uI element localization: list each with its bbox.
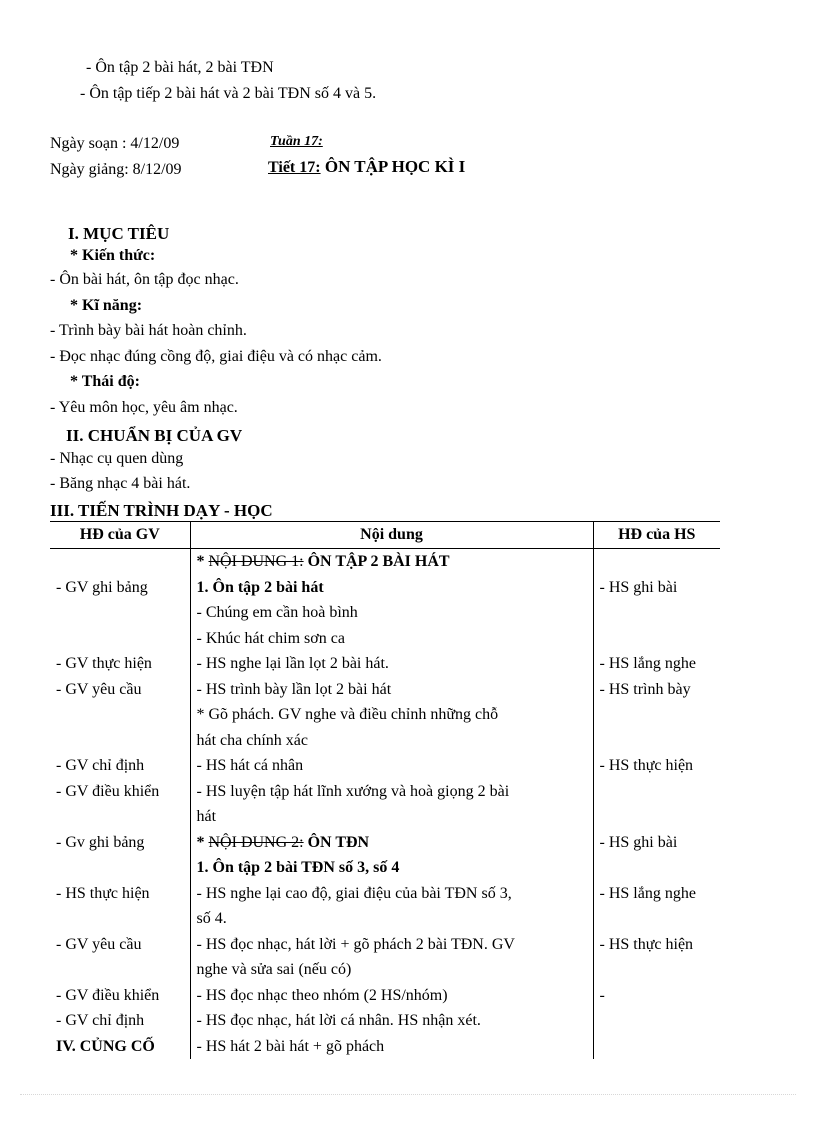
table-row: [50, 1008, 720, 1034]
table-row: [50, 600, 720, 626]
attitude-label: * Thái độ:: [70, 373, 140, 390]
table-row: [50, 855, 720, 881]
content-cell: * Gõ phách. GV nghe và điều chỉnh những chỗ: [190, 702, 593, 728]
table-row: [50, 728, 720, 754]
table-row: [50, 830, 720, 856]
hs-cell: - HS thực hiện: [599, 757, 694, 774]
skills-item-2: - Đọc nhạc đúng cồng độ, giai điệu và có nhạc cảm.: [50, 348, 382, 365]
hs-cell: - HS lắng nghe: [599, 884, 696, 902]
table-row: [50, 549, 720, 575]
col-header-hs: HĐ của HS: [593, 522, 720, 549]
hs-cell: - HS trình bày: [599, 680, 691, 698]
gv-cell: [50, 702, 190, 728]
hs-cell: [593, 549, 720, 575]
gv-cell: [50, 600, 190, 626]
tiet-label: Tiết 17:: [268, 159, 321, 176]
table-row: [50, 677, 720, 703]
skills-item-1: - Trình bày bài hát hoàn chỉnh.: [50, 322, 247, 339]
tuan-label: Tuần 17:: [270, 134, 323, 149]
gv-cell: [50, 626, 190, 652]
content-cell: hát: [190, 804, 593, 830]
hs-cell: [593, 728, 720, 754]
table-row: [50, 957, 720, 983]
gv-cell: - GV chỉ định: [50, 753, 190, 779]
content-cell: 1. Ôn tập 2 bài hát: [190, 575, 593, 601]
hs-cell: - HS thực hiện: [599, 935, 694, 953]
hs-cell: [593, 702, 720, 728]
table-row: [50, 881, 720, 907]
content-cell: - HS nghe lại cao độ, giai điệu của bài TĐN số 3,: [190, 881, 593, 907]
knowledge-label: * Kiến thức:: [70, 247, 156, 264]
ngay-soan: Ngày soạn : 4/12/09: [50, 135, 180, 152]
gv-cell: - GV yêu cầu: [50, 932, 190, 958]
gv-cell: - GV thực hiện: [50, 651, 190, 677]
table-row: [50, 1034, 720, 1060]
section-label: NỘI DUNG 2:: [208, 833, 304, 851]
gv-cell: [50, 728, 190, 754]
gv-cell: - GV điều khiển: [50, 779, 190, 805]
tiet-heading: [268, 157, 465, 178]
content-cell: - HS luyện tập hát lĩnh xướng và hoà giọng 2 bài: [190, 779, 593, 805]
hs-cell: [593, 626, 720, 652]
intro-line-2: - Ôn tập tiếp 2 bài hát và 2 bài TĐN số 4 và 5.: [80, 85, 377, 102]
gv-cell: [50, 957, 190, 983]
gv-cell: - Gv ghi bảng: [50, 830, 190, 856]
content-cell: số 4.: [190, 906, 593, 932]
section-title: ÔN TĐN: [303, 833, 370, 851]
gv-cell: - GV yêu cầu: [50, 677, 190, 703]
gv-cell: - GV ghi bảng: [50, 575, 190, 601]
table-header-row: [50, 522, 720, 549]
gv-cell: - HS thực hiện: [50, 881, 190, 907]
hs-cell: [593, 855, 720, 881]
hs-cell: - HS ghi bài: [599, 578, 678, 596]
gv-cell: - GV điều khiển: [50, 983, 190, 1009]
tiet-title: ÔN TẬP HỌC KÌ I: [320, 157, 466, 176]
col-header-content: Nội dung: [190, 522, 593, 549]
table-row: [50, 651, 720, 677]
table-row: [50, 932, 720, 958]
preparation-heading: II. CHUẨN BỊ CỦA GV: [66, 426, 243, 445]
intro-line-1: - Ôn tập 2 bài hát, 2 bài TĐN: [86, 59, 274, 76]
content-cell: - HS đọc nhạc, hát lời cá nhân. HS nhận xét.: [190, 1008, 593, 1034]
section-title: ÔN TẬP 2 BÀI HÁT: [303, 553, 450, 570]
gv-cell: - GV chỉ định: [50, 1008, 190, 1034]
table-row: [50, 779, 720, 805]
content-cell: - HS trình bày lần lọt 2 bài hát: [190, 677, 593, 703]
table-row: [50, 804, 720, 830]
content-cell: - HS đọc nhạc theo nhóm (2 HS/nhóm): [190, 983, 593, 1009]
content-cell: - HS nghe lại lần lọt 2 bài hát.: [190, 651, 593, 677]
ngay-giang: Ngày giảng: 8/12/09: [50, 161, 182, 178]
preparation-item-1: - Nhạc cụ quen dùng: [50, 450, 184, 467]
table-row: [50, 753, 720, 779]
table-row: [50, 575, 720, 601]
table-row: [50, 983, 720, 1009]
section-label: NỘI DUNG 1:: [208, 553, 304, 570]
knowledge-item-1: - Ôn bài hát, ôn tập đọc nhạc.: [50, 271, 239, 288]
content-cell: [190, 830, 593, 856]
lesson-table: [50, 521, 720, 1059]
content-prefix: *: [196, 833, 209, 851]
hs-cell: [593, 804, 720, 830]
content-cell: - HS hát cá nhân: [190, 753, 593, 779]
content-cell: hát cha chính xác: [190, 728, 593, 754]
hs-cell: [593, 906, 720, 932]
hs-cell: [593, 1034, 720, 1060]
preparation-item-2: - Băng nhạc 4 bài hát.: [50, 475, 191, 492]
gv-cell: [50, 804, 190, 830]
gv-cell: [50, 906, 190, 932]
table-row: [50, 906, 720, 932]
table-row: [50, 626, 720, 652]
content-cell: 1. Ôn tập 2 bài TĐN số 3, số 4: [190, 855, 593, 881]
skills-label: * Kĩ năng:: [70, 297, 143, 314]
content-prefix: *: [196, 553, 209, 570]
content-cell: nghe và sửa sai (nếu có): [190, 957, 593, 983]
col-header-gv: HĐ của GV: [50, 522, 190, 549]
hs-cell: - HS ghi bài: [599, 833, 678, 851]
process-heading: III. TIẾN TRÌNH DẠY - HỌC: [50, 501, 273, 520]
table-row: [50, 702, 720, 728]
hs-cell: -: [599, 986, 605, 1004]
objectives-heading: I. MỤC TIÊU: [68, 224, 170, 243]
hs-cell: [593, 600, 720, 626]
gv-cell: [50, 855, 190, 881]
content-cell: - Chúng em cần hoà bình: [190, 600, 593, 626]
hs-cell: [593, 1008, 720, 1034]
hs-cell: [593, 957, 720, 983]
hs-cell: - HS lắng nghe: [599, 655, 696, 672]
hs-cell: [593, 779, 720, 805]
gv-cell: [50, 549, 190, 575]
content-cell: - HS đọc nhạc, hát lời + gõ phách 2 bài TĐN. GV: [190, 932, 593, 958]
content-cell: [190, 549, 593, 575]
content-cell: - HS hát 2 bài hát + gõ phách: [190, 1034, 593, 1060]
page-break-line: [20, 1094, 796, 1095]
gv-cell: IV. CỦNG CỐ: [50, 1034, 190, 1060]
attitude-item-1: - Yêu môn học, yêu âm nhạc.: [50, 399, 238, 416]
content-cell: - Khúc hát chim sơn ca: [190, 626, 593, 652]
